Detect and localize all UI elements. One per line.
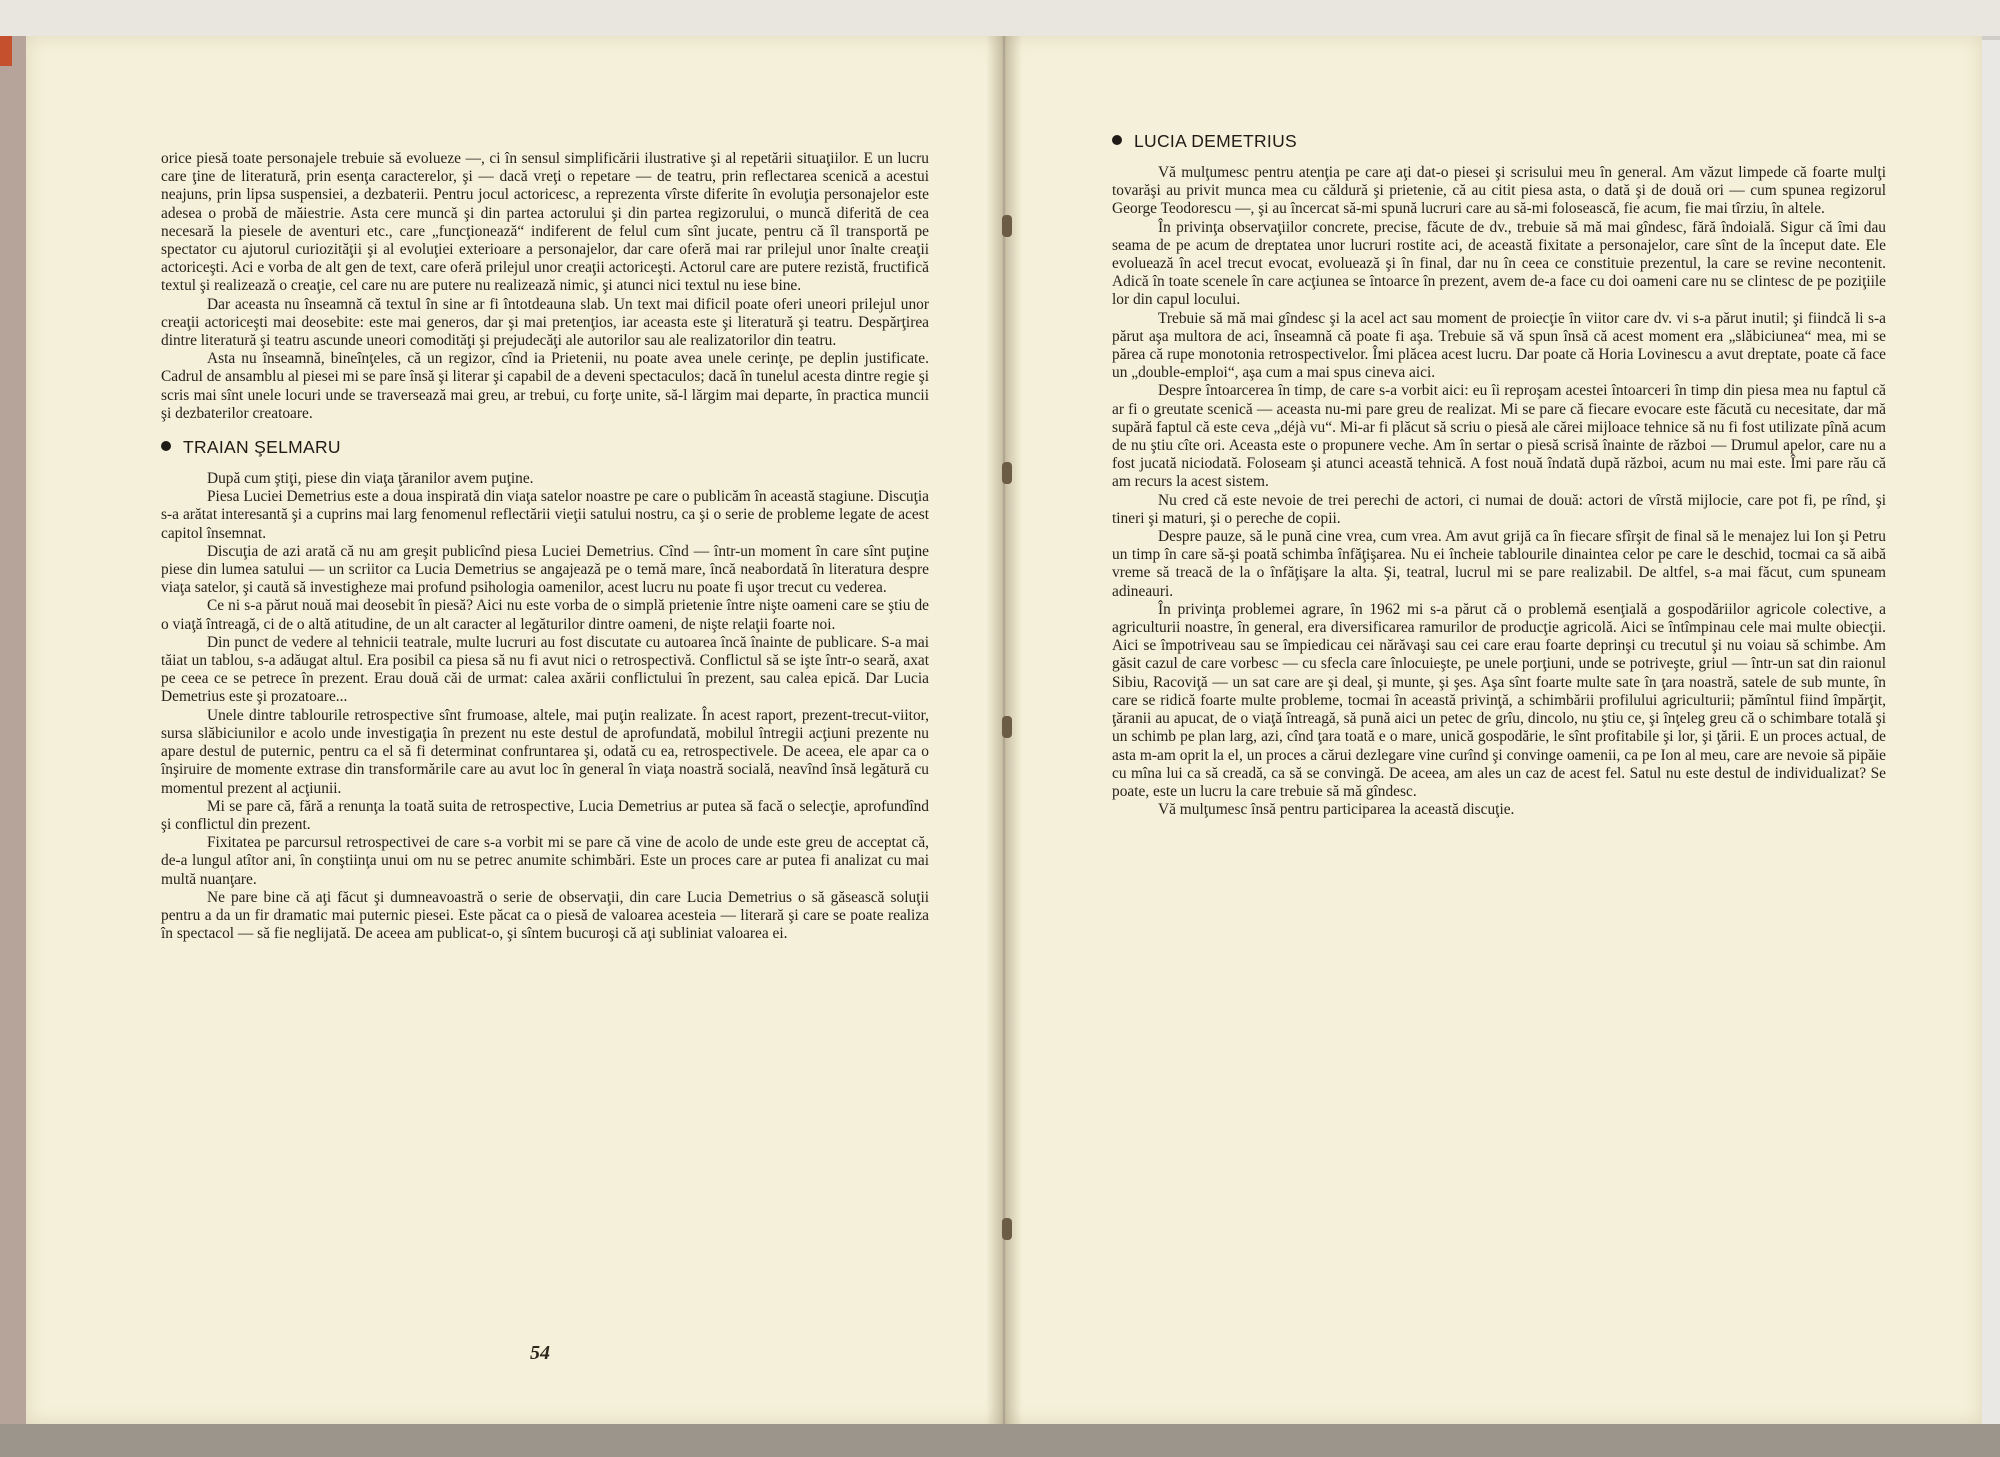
paragraph: Despre întoarcerea în timp, de care s-a vorbit aici: eu îi reproşam acestei întoarceri în timp din piesa mea nu faptul că ar fi o greutate scenică — aceasta nu-mi pare greu de realizat. Mi se pare că fiecare evocare este făcută cu necesitate, dar mă supără faptul că este ceva „déjà vu“. Mi-ar fi plăcut să scriu o piesă ale cărei mijloace tehnice să nu fi fost utilizate pînă acum de nu ştiu cîte ori. Aceasta este o propunere veche. Am în sertar o piesă scrisă înainte de război — Drumul apelor, care nu a fost jucată niciodată. Foloseam şi atunci această tehnică. A fost nouă îndată după război, acum nu mai este. Îmi pare rău că am recurs la acest sistem. [1112, 382, 1886, 491]
paragraph: Discuţia de azi arată că nu am greşit publicînd piesa Luciei Demetrius. Cînd — într-un moment în care sînt puţine piese din lumea satului — un scriitor ca Lucia Demetrius se angajează pe o temă mare, încă neabordată în literatura despre viaţa satelor, şi caută să investigheze mai profund psihologia oamenilor, acest lucru nu poate fi uşor trecut cu vederea. [161, 542, 929, 597]
right-page [1004, 36, 1982, 1424]
binding-stitch [1002, 716, 1012, 738]
binding-stitch [1002, 1218, 1012, 1240]
section-heading-selmaru [161, 437, 929, 458]
paragraph: Despre pauze, să le pună cine vrea, cum vrea. Am avut grijă ca în fiecare sfîrşit de final să le menajez lui Ion şi Petru un timp în care să-şi poată schimba înfăţişarea. Nu ei încheie tablourile dinaintea celor pe care le deschid, tocmai ca să aibă vreme să treacă de la o înfăţişare la alta. Şi, teatral, lucrul mi se pare realizabil. De altfel, s-a mai făcut, cum spuneam adineauri. [1112, 528, 1886, 600]
paragraph: În privinţa observaţiilor concrete, precise, făcute de dv., trebuie să mă mai gîndesc, fără îndoială. Sigur că îmi dau seama de pe acum de dreptatea unor lucruri rostite aci, de această fixitate a personajelor, care sînt de la început date. Ele evoluează în acel trecut evocat, evoluează şi în final, dar nu în ceea ce constituie prezentul, la care se revine necontenit. Adică în toate scenele în care acţiunea se întoarce în prezent, avem de-a face cu doi oameni care nu se clintesc de pe poziţiile lor din capul locului. [1112, 218, 1886, 309]
paragraph: Mi se pare că, fără a renunţa la toată suita de retrospective, Lucia Demetrius ar putea să facă o selecţie, aprofundînd şi conflictul din prezent. [161, 797, 929, 833]
speaker-name: LUCIA DEMETRIUS [1134, 131, 1297, 151]
left-page [26, 36, 1004, 1424]
paragraph: Vă mulţumesc pentru atenţia pe care aţi dat-o piesei şi scrisului meu în general. Am văzut limpede că foarte mulţi tovarăşi au privit munca mea cu căldură şi prietenie, că au citit piesa asta, o dată şi de două ori — cum spunea regizorul George Teodorescu —, şi au încercat să-mi spună lucruri care au să-mi folosească, fie acum, fie mai tîrziu, în altele. [1112, 164, 1886, 218]
paragraph: Asta nu înseamnă, bineînţeles, că un regizor, cînd ia Prietenii, nu poate avea unele cerinţe, pe deplin justificate. Cadrul de ansamblu al piesei mi se pare însă şi literar şi capabil de a deveni spectaculos; dacă în tunelul acesta dintre regie şi scris mai sînt unele locuri unde se traversează mai greu, ar trebui, cu forţe unite, să-l lărgim mai departe, în practica muncii şi dezbaterilor creatoare. [161, 350, 929, 422]
paragraph: Trebuie să mă mai gîndesc şi la acel act sau moment de proiecţie în viitor care dv. vi s-a părut inutil; şi fiindcă li s-a părut aşa multora de aci, înseamnă că poate fi aşa. Trebuie să vă spun însă că acest moment era „slăbiciunea“ mea, mi se părea că rupe monotonia retrospectivelor. Îmi plăcea acest lucru. Dar poate că Horia Lovinescu a avut dreptate, poate că face un „double-emploi“, aşa cum a mai spus cineva aici. [1112, 309, 1886, 382]
paragraph: În privinţa problemei agrare, în 1962 mi s-a părut că o problemă esenţială a gospodăriilor agricole colective, a agriculturii noastre, în general, era diversificarea ramurilor de producţie agricolă. Aici se întîmpinau cele mai multe obiecţii. Aici se împotriveau sau se împiedicau cei nărăvaşi sau cei care erau foarte deprinşi cu trecutul şi nu voiau să schimbe. Am găsit cazul de care vorbesc — cu sfecla care înlocuieşte, pe unele porţiuni, unde se potriveşte, griul — într-un sat din raionul Sibiu, Racoviţă — un sat care are şi deal, şi munte, şi şes. Aşa sînt foarte multe sate în ţara noastră, satele de sub munte, în care se ridică foarte multe probleme, tocmai în această privinţă, a schimbării profilului agriculturii; pămîntul fiind împărţit, ţăranii au apucat, de o viaţă întreagă, să pună aici un petec de grîu, dincolo, nu ştiu ce, şi înţeleg greu că o schimbare totală şi un schimb pe plan larg, azi, cînd ţara toată e o mare, unică gospodărie, le sînt profitabile şi lor, şi ţării. E un proces actual, de asta m-am oprit la el, un proces a cărui dezlegare vine curînd şi convinge oamenii, ca pe Ion al meu, care are nevoie să pipăie cu mîna lui ca să creadă, ca să se convingă. De aceea, am ales un caz de acest fel. Satul nu este destul de individualizat? Se poate, este un lucru la care trebuie să mă gîndesc. [1112, 600, 1886, 800]
scanner-background-bottom [0, 1424, 2000, 1457]
paragraph: Dar aceasta nu înseamnă că textul în sine ar fi întotdeauna slab. Un text mai dificil poate oferi uneori prilejul unor creaţii actoriceşti mai deosebite: este mai generos, dar şi mai pretenţios, iar aceasta este şi literatură şi teatru. Despărţirea dintre literatură şi teatru ascunde uneori comodităţi şi prejudecăţi ale autorilor sau ale realizatorilor din teatru. [161, 295, 929, 350]
book-cover-right-edge [1982, 40, 2000, 1455]
book-spine-color-strip [0, 36, 12, 66]
paragraph: Fixitatea pe parcursul retrospectivei de care s-a vorbit mi se pare că vine de acolo de unde este greu de acceptat că, de-a lungul atîtor ani, în conştiinţa unui om nu se petrec anumite schimbări. Este un proces care ar putea fi analizat cu mai multă nuanţare. [161, 834, 929, 888]
left-text-column [161, 150, 929, 943]
paragraph: Vă mulţumesc însă pentru participarea la această discuţie. [1158, 801, 1515, 819]
paragraph: Piesa Luciei Demetrius este a doua inspirată din viaţa satelor noastre pe care o publicăm în această stagiune. Discuţia s-a arătat interesantă şi a cuprins mai larg fenomenul reflectării vieţii satului nostru, ca şi o serie de probleme legate de acest capitol însemnat. [161, 488, 929, 542]
paragraph: Ce ni s-a părut nouă mai deosebit în piesă? Aici nu este vorba de o simplă prietenie între nişte oameni care se ştiu de o viaţă întreagă, ci de o altă atitudine, de un alt caracter al legăturilor dintre oameni, de nişte relaţii foarte noi. [161, 597, 929, 633]
binding-stitch [1002, 462, 1012, 484]
binding-stitch [1002, 215, 1012, 237]
paragraph: După cum ştiţi, piese din viaţa ţăranilor avem puţine. [207, 470, 534, 488]
paragraph: Nu cred că este nevoie de trei perechi de actori, ci numai de două: actori de vîrstă mijlocie, care pot fi, pe rînd, şi tineri şi maturi, şi o pereche de copii. [1112, 491, 1886, 527]
paragraph: Din punct de vedere al tehnicii teatrale, multe lucruri au fost discutate cu autoarea încă înainte de publicare. S-a mai tăiat un tablou, s-a adăugat altul. Era posibil ca piesa să nu fi avut nici o retrospectivă. Conflictul să se işte într-o seară, axat pe ceea ce se petrece în prezent. Erau două căi de urmat: calea axării conflictului în prezent, sau calea epică. Dar Lucia Demetrius este şi prozatoare... [161, 633, 929, 706]
section-heading-demetrius [1112, 131, 1886, 152]
bullet-icon [161, 441, 171, 451]
bullet-icon [1112, 135, 1122, 145]
right-text-column [1112, 131, 1886, 819]
paragraph: Unele dintre tablourile retrospective sînt frumoase, altele, mai puţin realizate. În acest raport, prezent-trecut-viitor, sursa slăbiciunilor e acolo unde investigaţia în prezent nu este destul de aprofundată, mobilul întregii acţiuni prezente nu apare destul de puternic, pentru ca el să fi determinat confruntarea şi, odată cu ea, retrospectivele. De aceea, ele apar ca o înşiruire de momente extrase din transformările care au avut loc în general în viaţa noastră socială, neavînd însă legătură cu momentul prezent al acţiunii. [161, 706, 929, 797]
book-cover-left-edge [0, 36, 26, 1451]
paragraph: orice piesă toate personajele trebuie să evolueze —, ci în sensul simplificării ilustrative şi al repetării situaţiilor. E un lucru care ţine de literatură, prin esenţa caracterelor, şi — dacă vreţi o repetare — de teatru, prin reflectarea scenică a acestui neajuns, prin lipsa suspensiei, a dezbaterii. Pentru jocul actoricesc, a reprezenta vîrste diferite în evoluţia personajelor este adesea o probă de măiestrie. Asta cere muncă şi din partea actorului şi din partea regizorului, o muncă diferită de cea necesară la piesele de aventuri etc., care „funcţionează“ indiferent de felul cum sînt jucate, pentru că îl transportă pe spectator cu ajutorul curiozităţii şi al evoluţiei exterioare a personajelor, dar care oferă mai rar prilejul unor înalte creaţii actoriceşti. Aci e vorba de alt gen de text, care oferă prilejul unor creaţii actoriceşti. Actorul care are putere rezistă, fructifică textul şi realizează o creaţie, cel care nu are putere nu realizează nimic, şi atunci nici textul nu iese bine. [161, 150, 929, 295]
scanner-background-top [0, 0, 2000, 36]
speaker-name: TRAIAN ŞELMARU [183, 437, 341, 458]
page-number: 54 [530, 1342, 550, 1364]
paragraph: Ne pare bine că aţi făcut şi dumneavoastră o serie de observaţii, din care Lucia Demetrius o să găsească soluţii pentru a da un fir dramatic mai puternic piesei. Este păcat ca o piesă de valoarea acesteia — literară şi care se poate realiza în spectacol — să fie neglijată. De aceea am publicat-o, şi sîntem bucuroşi că aţi subliniat valoarea ei. [161, 888, 929, 943]
